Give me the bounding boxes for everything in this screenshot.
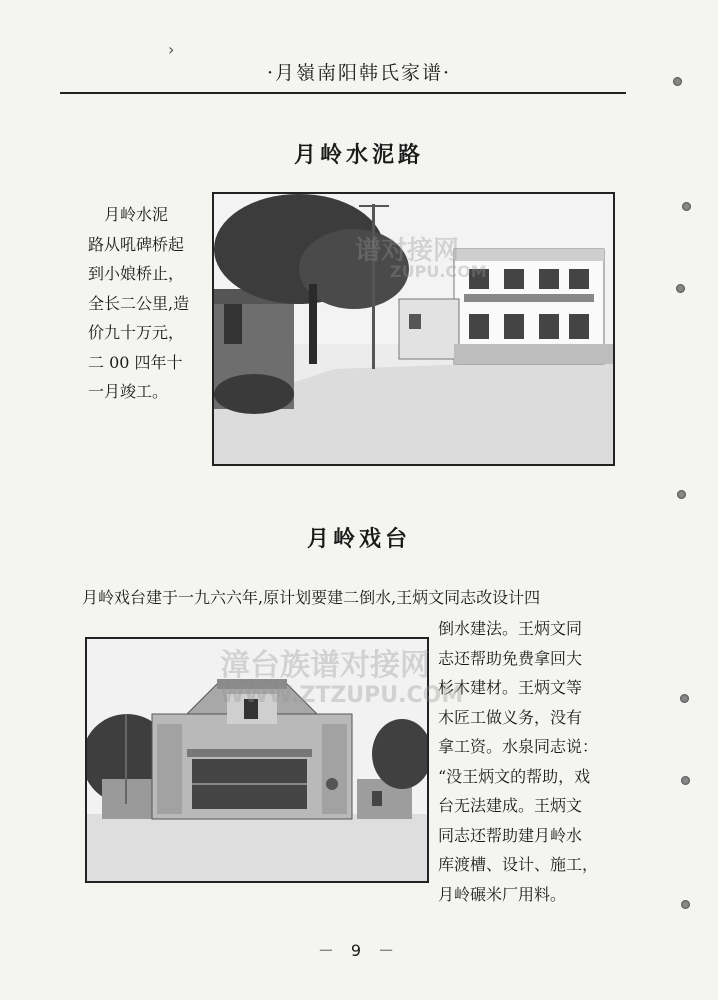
text-line: 木匠工做义务，没有: [438, 707, 583, 727]
text-line: 拿工资。水泉同志说：: [438, 737, 599, 756]
binding-hole: [680, 694, 689, 703]
text-line: 倒水建法。王炳文同: [438, 619, 583, 638]
text-line: 到小娘桥止，: [88, 264, 185, 283]
header-rule: [60, 92, 626, 94]
watermark: 谱对接网: [355, 236, 460, 266]
text-line: 月岭水泥: [104, 205, 169, 224]
watermark: ZUPU.COM: [390, 262, 487, 281]
binding-hole: [676, 284, 685, 293]
binding-hole: [673, 77, 682, 86]
opera-stage-first-line: 月岭戏台建于一九六六年,原计划要建二倒水,王炳文同志改设计四: [82, 588, 541, 607]
watermark: WWW.ZTZUPU.COM: [220, 683, 464, 708]
opera-stage-photo: [85, 637, 429, 883]
page-number: － 9 －: [317, 941, 401, 960]
binding-hole: [681, 776, 690, 785]
text-line: 同志还帮助建月岭水: [438, 825, 583, 845]
binding-hole: [681, 900, 690, 909]
binding-hole: [682, 202, 691, 211]
page-header: ·月嶺南阳韩氏家谱·: [266, 62, 452, 84]
text-line: 价九十万元，: [88, 323, 185, 342]
text-line: 路从吼碑桥起: [88, 234, 185, 254]
section-title-cement-road: 月岭水泥路: [293, 143, 424, 168]
text-line: 志还帮助免费拿回大: [438, 648, 583, 668]
cement-road-text: [88, 200, 193, 407]
text-line: 库渡槽、设计、施工，: [438, 855, 599, 874]
text-line: 杉木建材。王炳文等: [438, 678, 583, 697]
opera-stage-text: [438, 614, 638, 909]
watermark: 漳台族谱对接网: [220, 648, 430, 683]
text-line: 台无法建成。王炳文: [438, 796, 583, 815]
section-title-opera-stage: 月岭戏台: [306, 527, 411, 552]
text-line: 月岭碾米厂用料。: [438, 884, 567, 904]
stray-mark: ›: [168, 40, 175, 59]
text-line: 二 00 四年十: [88, 352, 183, 372]
cement-road-photo: [212, 192, 615, 466]
text-line: “没王炳文的帮助，戏: [438, 766, 591, 786]
text-line: 全长二公里,造: [88, 293, 190, 313]
text-line: 一月竣工。: [88, 382, 169, 401]
binding-hole: [677, 490, 686, 499]
